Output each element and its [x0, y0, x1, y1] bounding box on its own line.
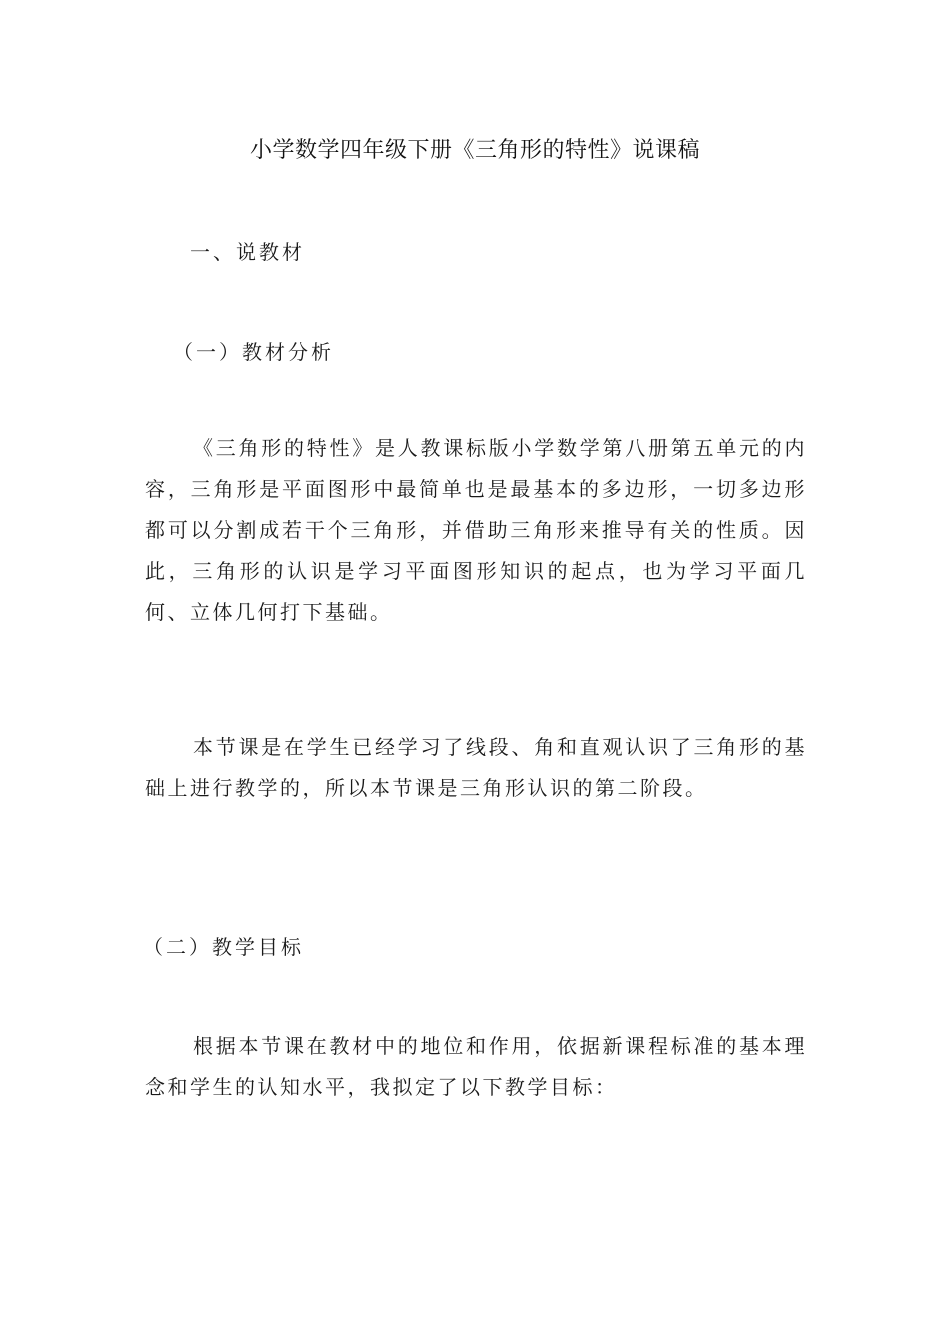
subsection-heading-objectives: （二）教学目标 [143, 935, 304, 959]
subsection-heading-analysis: （一）教材分析 [173, 340, 334, 364]
section-heading-textbook: 一、说教材 [190, 240, 305, 264]
paragraph-objectives-intro: 根据本节课在教材中的地位和作用，依据新课程标准的基本理念和学生的认知水平，我拟定了以下教学目标： [145, 1034, 807, 1099]
paragraph-textbook-analysis: 《三角形的特性》是人教课标版小学数学第八册第五单元的内容，三角形是平面图形中最简单也是最基本的多边形，一切多边形都可以分割成若干个三角形，并借助三角形来推导有关的性质。因此，三角形的认识是学习平面图形知识的起点，也为学习平面几何、立体几何打下基础。 [145, 436, 807, 624]
paragraph-lesson-stage: 本节课是在学生已经学习了线段、角和直观认识了三角形的基础上进行教学的，所以本节课是三角形认识的第二阶段。 [145, 735, 807, 800]
document-title: 小学数学四年级下册《三角形的特性》说课稿 [249, 138, 700, 163]
